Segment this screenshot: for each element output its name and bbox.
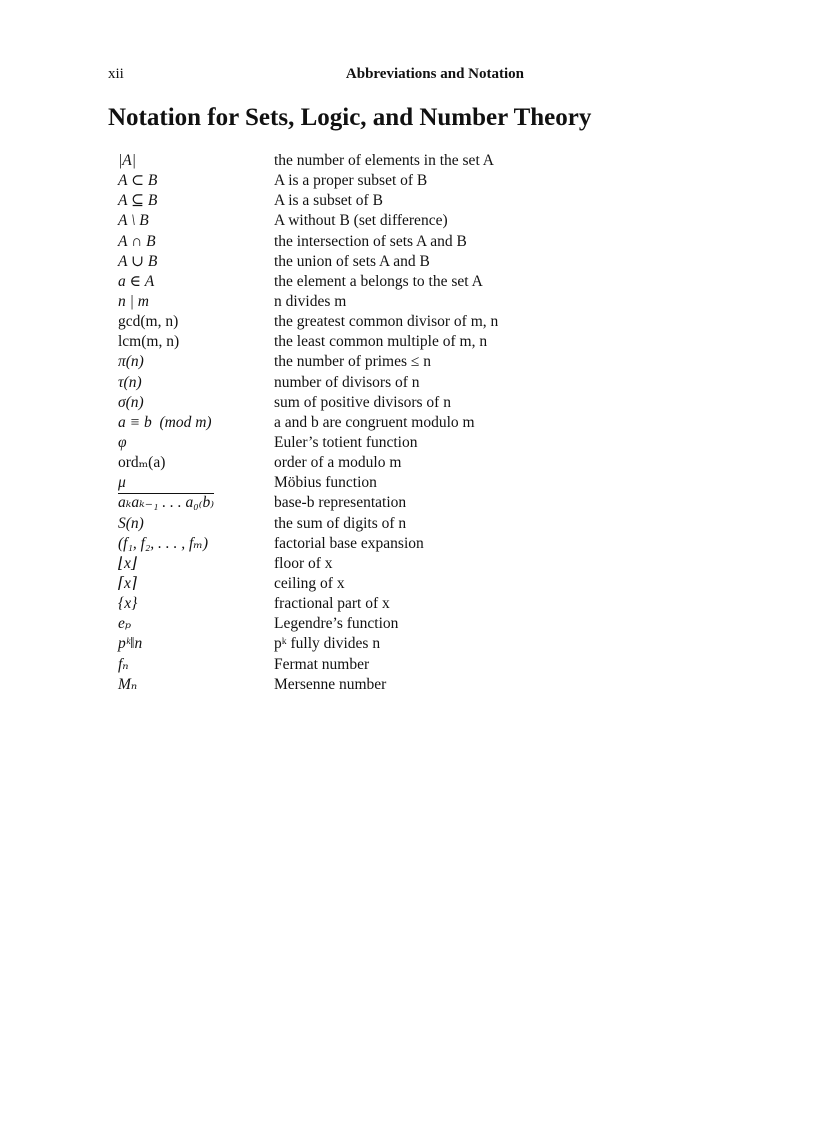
notation-symbol: σ(n) bbox=[118, 393, 144, 411]
section-title: Notation for Sets, Logic, and Number Theory bbox=[108, 104, 592, 131]
notation-symbol: Mₙ bbox=[118, 675, 138, 693]
notation-meaning: the intersection of sets A and B bbox=[274, 232, 467, 250]
notation-symbol: ⌈x⌉ bbox=[118, 574, 137, 592]
running-title: Abbreviations and Notation bbox=[345, 66, 524, 82]
notation-row bbox=[118, 554, 618, 574]
notation-meaning: Legendre’s function bbox=[274, 615, 399, 633]
notation-row bbox=[118, 332, 618, 352]
notation-row bbox=[118, 191, 618, 211]
notation-symbol: φ bbox=[118, 433, 127, 451]
notation-row bbox=[118, 655, 618, 675]
notation-row bbox=[118, 352, 618, 372]
notation-row bbox=[118, 393, 618, 413]
notation-symbol: (f₁, f₂, . . . , fₘ) bbox=[118, 534, 209, 552]
notation-meaning: the sum of digits of n bbox=[274, 514, 407, 532]
notation-symbol: A ⊆ B bbox=[118, 192, 158, 210]
notation-symbol: gcd(m, n) bbox=[118, 313, 179, 331]
notation-meaning: pᵏ fully divides n bbox=[274, 635, 381, 653]
notation-meaning: n divides m bbox=[274, 292, 347, 310]
page-number: xii bbox=[108, 66, 124, 82]
notation-symbol: π(n) bbox=[118, 353, 144, 371]
notation-symbol: pᵏ‖n bbox=[118, 635, 143, 653]
notation-row bbox=[118, 634, 618, 654]
notation-meaning: Euler’s totient function bbox=[274, 433, 418, 451]
notation-symbol: A \ B bbox=[118, 212, 149, 230]
notation-meaning: the greatest common divisor of m, n bbox=[274, 313, 499, 331]
notation-meaning: the element a belongs to the set A bbox=[274, 272, 483, 290]
notation-symbol: a ≡ b (mod m) bbox=[118, 413, 212, 431]
notation-meaning: sum of positive divisors of n bbox=[274, 393, 451, 411]
notation-symbol: fₙ bbox=[118, 655, 129, 673]
notation-symbol: A ∩ B bbox=[118, 232, 156, 250]
notation-row bbox=[118, 614, 618, 634]
notation-symbol: τ(n) bbox=[118, 373, 142, 391]
notation-meaning: ceiling of x bbox=[274, 574, 345, 592]
notation-row bbox=[118, 413, 618, 433]
notation-meaning: A is a proper subset of B bbox=[274, 172, 428, 190]
notation-row bbox=[118, 493, 618, 513]
notation-symbol: lcm(m, n) bbox=[118, 333, 180, 351]
notation-symbol: A ⊂ B bbox=[118, 172, 158, 190]
notation-meaning: order of a modulo m bbox=[274, 454, 402, 472]
notation-symbol: A ∪ B bbox=[118, 252, 158, 270]
notation-meaning: factorial base expansion bbox=[274, 534, 424, 552]
notation-row bbox=[118, 151, 618, 171]
notation-meaning: Möbius function bbox=[274, 474, 377, 492]
notation-symbol: μ bbox=[118, 474, 126, 492]
notation-symbol: aₖaₖ₋₁ . . . a₀₍b₎ bbox=[118, 494, 215, 512]
notation-meaning: fractional part of x bbox=[274, 595, 390, 613]
running-head bbox=[108, 66, 528, 86]
notation-meaning: Mersenne number bbox=[274, 675, 387, 693]
notation-meaning: number of divisors of n bbox=[274, 373, 420, 391]
notation-symbol: ⌊x⌋ bbox=[118, 554, 137, 572]
notation-meaning: the union of sets A and B bbox=[274, 252, 430, 270]
notation-table bbox=[118, 151, 618, 695]
notation-symbol: S(n) bbox=[118, 514, 144, 532]
notation-symbol: eₚ bbox=[118, 615, 132, 633]
notation-symbol: ordₘ(a) bbox=[118, 454, 166, 472]
notation-meaning: a and b are congruent modulo m bbox=[274, 413, 475, 431]
notation-row bbox=[118, 312, 618, 332]
notation-meaning: Fermat number bbox=[274, 655, 370, 673]
notation-row bbox=[118, 232, 618, 252]
notation-row bbox=[118, 675, 618, 695]
notation-row bbox=[118, 373, 618, 393]
notation-meaning: floor of x bbox=[274, 554, 333, 572]
notation-meaning: A is a subset of B bbox=[274, 192, 383, 210]
notation-row bbox=[118, 433, 618, 453]
notation-meaning: the number of elements in the set A bbox=[274, 152, 494, 169]
notation-row bbox=[118, 514, 618, 534]
notation-meaning: A without B (set difference) bbox=[274, 212, 448, 230]
notation-row bbox=[118, 594, 618, 614]
notation-row bbox=[118, 453, 618, 473]
notation-row bbox=[118, 292, 618, 312]
notation-row bbox=[118, 534, 618, 554]
notation-row bbox=[118, 574, 618, 594]
notation-row bbox=[118, 473, 618, 493]
notation-symbol: n | m bbox=[118, 292, 149, 310]
notation-meaning: the least common multiple of m, n bbox=[274, 333, 488, 351]
notation-row bbox=[118, 272, 618, 292]
notation-symbol: a ∈ A bbox=[118, 272, 155, 290]
notation-meaning: the number of primes ≤ n bbox=[274, 353, 432, 371]
notation-symbol: {x} bbox=[118, 595, 138, 613]
notation-row bbox=[118, 252, 618, 272]
notation-row bbox=[118, 171, 618, 191]
notation-meaning: base-b representation bbox=[274, 494, 407, 512]
notation-symbol: |A| bbox=[118, 152, 136, 169]
notation-row bbox=[118, 211, 618, 231]
